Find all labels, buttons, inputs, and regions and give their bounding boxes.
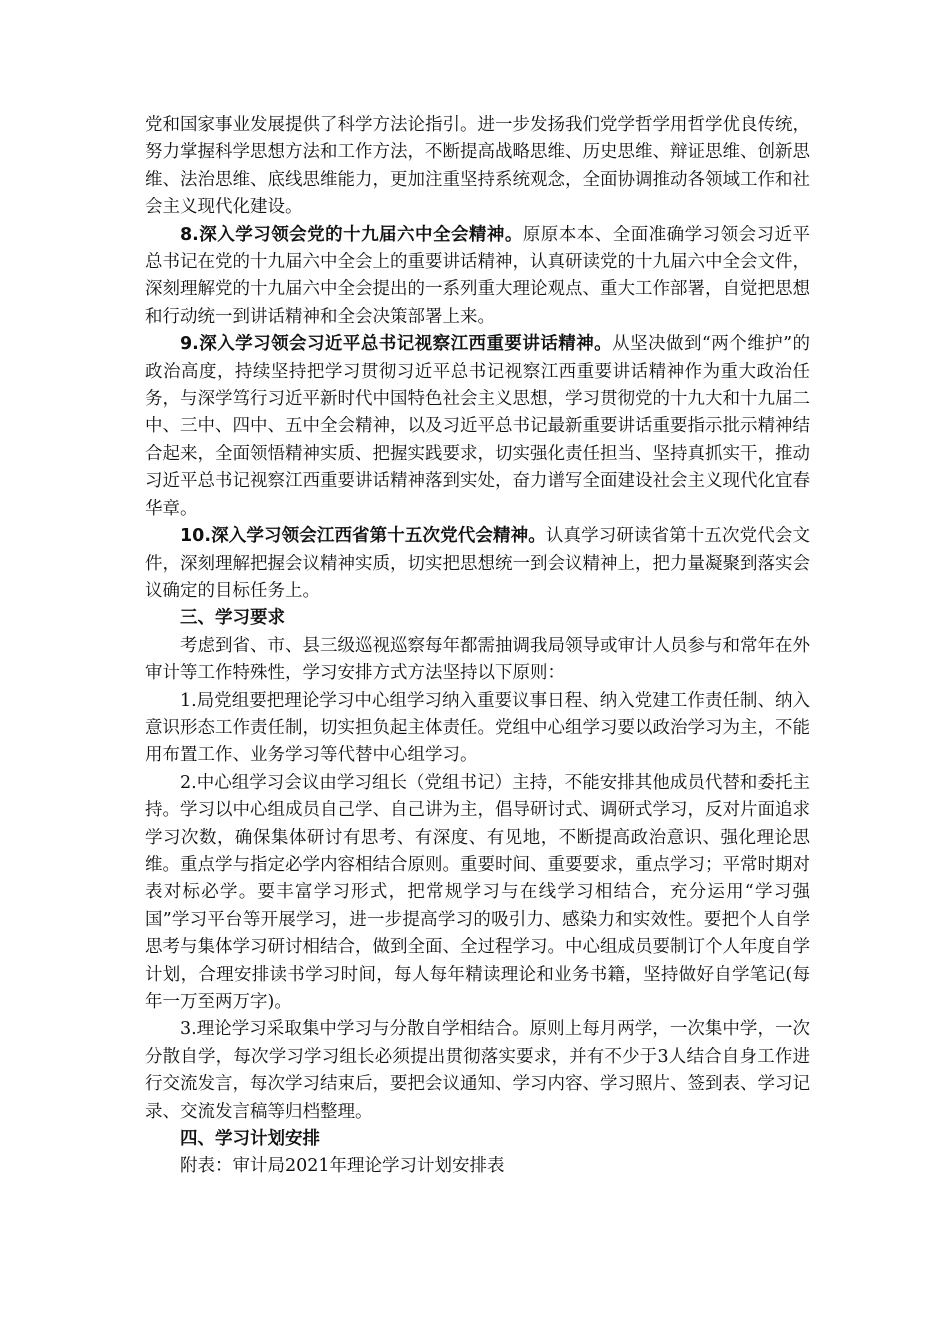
paragraph-attachment: 附表：审计局2021年理论学习计划安排表 [180, 1156, 505, 1177]
paragraph-requirement-3: 3.理论学习采取集中学习与分散自学相结合。原则上每月两学，一次集中学，一次分散自学，每次学习学习组长必须提出贯彻落实要求，并有不少于3人结合自身工作进行交流发言，每次学习结束后，要把会议通知、学习内容、学习照片、签到表、学习记录、交流发言稿等归档整理。 [145, 1019, 810, 1122]
item-8-lead: 8.深入学习领会党的十九届六中全会精神。 [180, 224, 523, 245]
item-9 [145, 331, 810, 523]
item-8-text: 原原本本、全面准确学习领会习近平总书记在党的十九届六中全会上的重要讲话精神，认真研读党的十九届六中全会文件，深刻理解党的十九届六中全会提出的一系列重大理论观点、重大工作部署，自觉把思想和行动统一到讲话精神和全会决策部署上来。 [145, 224, 811, 327]
paragraph-continuation: 党和国家事业发展提供了科学方法论指引。进一步发扬我们党学哲学用哲学优良传统，努力掌握科学思想方法和工作方法，不断提高战略思维、历史思维、辩证思维、创新思维、法治思维、底线思维能力，更加注重坚持系统观念，全面协调推动各领域工作和社会主义现代化建设。 [145, 115, 810, 218]
item-8 [145, 222, 810, 332]
section-heading-requirements: 三、学习要求 [180, 608, 285, 629]
document-body [145, 112, 810, 1181]
item-10-text: 认真学习研读省第十五次党代会文件，深刻理解把握会议精神实质，切实把思想统一到会议精神上，把力量凝聚到落实会议确定的目标任务上。 [145, 526, 811, 601]
paragraph-requirement-2: 2.中心组学习会议由学习组长（党组书记）主持，不能安排其他成员代替和委托主持。学习以中心组成员自己学、自己讲为主，倡导研讨式、调研式学习，反对片面追求学习次数，确保集体研讨有思考、有深度、有见地，不断提高政治意识、强化理论思维。重点学与指定必学内容相结合原则。重要时间、重要要求，重点学习；平常时期对表对标必学。要丰富学习形式，把常规学习与在线学习相结合，充分运用“学习强国”学习平台等开展学习，进一步提高学习的吸引力、感染力和实效性。要把个人自学思考与集体学习研讨相结合，做到全面、全过程学习。中心组成员要制订个人年度自学计划，合理安排读书学习时间，每人每年精读理论和业务书籍，坚持做好自学笔记(每年一万至两万字)。 [145, 772, 810, 1012]
item-9-lead: 9.深入学习领会习近平总书记视察江西重要讲话精神。 [180, 334, 613, 355]
item-10-lead: 10.深入学习领会江西省第十五次党代会精神。 [180, 526, 546, 547]
item-9-text: 从坚决做到“两个维护”的政治高度，持续坚持把学习贯彻习近平总书记视察江西重要讲话精神作为重大政治任务，与深学笃行习近平新时代中国特色社会主义思想，学习贯彻党的十九大和十九届二中、三中、四中、五中全会精神，以及习近平总书记最新重要讲话重要指示批示精神结合起来，全面领悟精神实质、把握实践要求，切实强化责任担当、坚持真抓实干，推动习近平总书记视察江西重要讲话精神落到实处，奋力谱写全面建设社会主义现代化宜春华章。 [145, 334, 810, 519]
paragraph-requirement-1: 1.局党组要把理论学习中心组学习纳入重要议事日程、纳入党建工作责任制、纳入意识形态工作责任制，切实担负起主体责任。党组中心组学习要以政治学习为主，不能用布置工作、业务学习等代替中心组学习。 [145, 690, 810, 766]
section-heading-plan: 四、学习计划安排 [180, 1129, 320, 1150]
paragraph-requirements-intro: 考虑到省、市、县三级巡视巡察每年都需抽调我局领导或审计人员参与和常年在外审计等工作特殊性，学习安排方式方法坚持以下原则： [145, 635, 810, 684]
item-10 [145, 523, 810, 605]
